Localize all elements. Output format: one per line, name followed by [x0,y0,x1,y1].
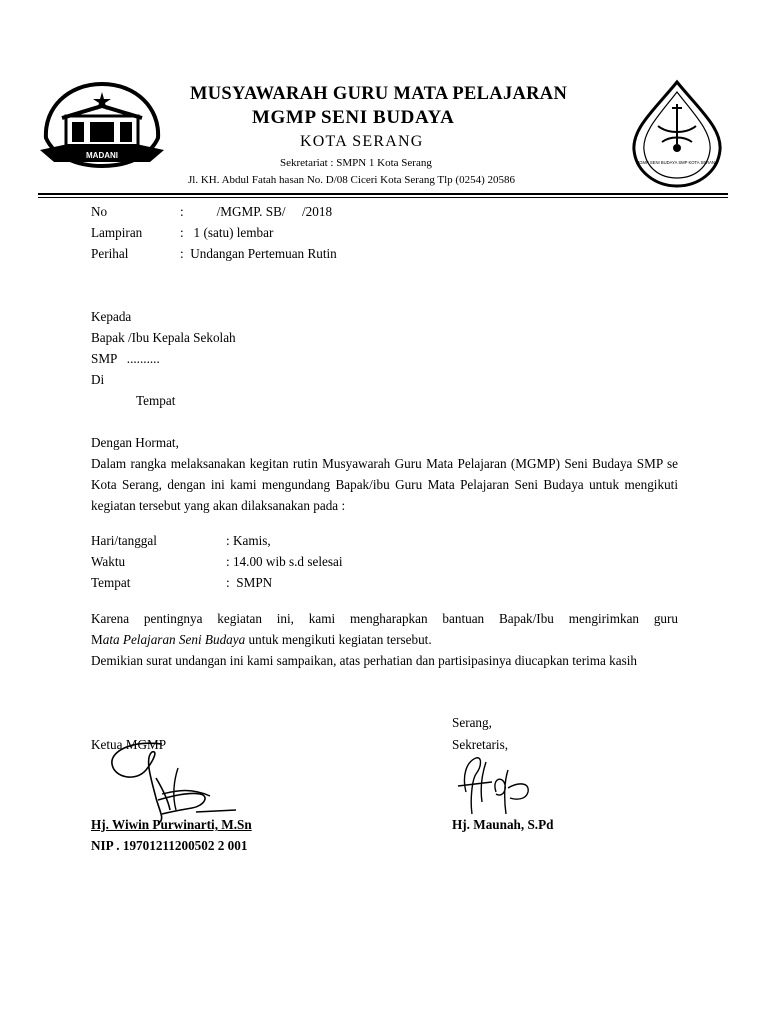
org-name-line1: MUSYAWARAH GURU MATA PELAJARAN [190,84,568,104]
sign-place: Serang, [452,715,492,730]
schedule-time-label: Waktu [91,554,126,569]
schedule-day-label: Hari/tanggal [91,533,157,548]
recipient-line2: Bapak /Ibu Kepala Sekolah [91,330,236,345]
lampiran-value: : 1 (satu) lembar [180,225,274,240]
recipient-line5: Tempat [136,393,176,408]
perihal-value: : Undangan Pertemuan Rutin [180,246,337,261]
recipient-line4: Di [91,372,105,387]
letterhead-divider-thick [38,193,728,195]
recipient-line3: SMP .......... [91,351,160,366]
schedule-place-label: Tempat [91,575,131,590]
schedule-place-value: : SMPN [226,575,273,590]
address-line: Jl. KH. Abdul Fatah hasan No. D/08 Ciceri Kota Serang Tlp (0254) 20586 [188,174,516,186]
letterhead-divider-thin [38,197,728,198]
right-logo-text: MGMP SENI BUDAYA SMP KOTA SERANG [635,160,719,165]
perihal-label: Perihal [91,246,129,261]
org-name-line3: KOTA SERANG [300,133,424,150]
left-signature [100,738,250,828]
recipient-line1: Kepada [91,309,132,324]
secretariat-line: Sekretariat : SMPN 1 Kota Serang [280,157,432,169]
paragraph-1: Dalam rangka melaksanakan kegitan rutin Musyawarah Guru Mata Pelajaran (MGMP) Seni Budaya SMP se Kota Serang, dengan ini kami mengundang Bapak/ibu Guru Mata Pelajaran Seni Budaya untuk mengikuti kegiatan tersebut yang akan dilaksanakan pada : [91,456,678,513]
no-value: : /MGMP. SB/ /2018 [180,204,333,219]
no-label: No [91,204,108,219]
right-sign-title: Sekretaris, [452,737,509,752]
org-name-line2: MGMP SENI BUDAYA [252,107,455,128]
left-signer-nip: NIP . 19701211200502 2 001 [91,838,248,853]
madani-logo [38,78,166,172]
mgmp-seni-budaya-logo [628,78,726,190]
lampiran-label: Lampiran [91,225,143,240]
paragraph-2-line2 [91,632,432,648]
greeting: Dengan Hormat, [91,435,179,450]
right-signature [452,752,542,822]
schedule-day-value: : Kamis, [226,533,271,548]
right-signer-name: Hj. Maunah, S.Pd [452,817,554,832]
paragraph-2-line1: Karena pentingnya kegiatan ini, kami mengharapkan bantuan Bapak/Ibu mengirimkan guru [91,611,678,626]
left-signer-name: Hj. Wiwin Purwinarti, M.Sn [91,817,252,832]
left-sign-title: Ketua MGMP [91,737,167,752]
paragraph-2-prefix: M [91,632,103,647]
paragraph-3: Demikian surat undangan ini kami sampaikan, atas perhatian dan partisipasinya diucapkan terima kasih [91,653,638,668]
paragraph-2-italic: ata Pelajaran Seni Budaya [102,632,246,647]
left-logo-text: MADANI [86,151,118,160]
schedule-time-value: : 14.00 wib s.d selesai [226,554,343,569]
paragraph-2-suffix: untuk mengikuti kegiatan tersebut. [245,632,432,647]
